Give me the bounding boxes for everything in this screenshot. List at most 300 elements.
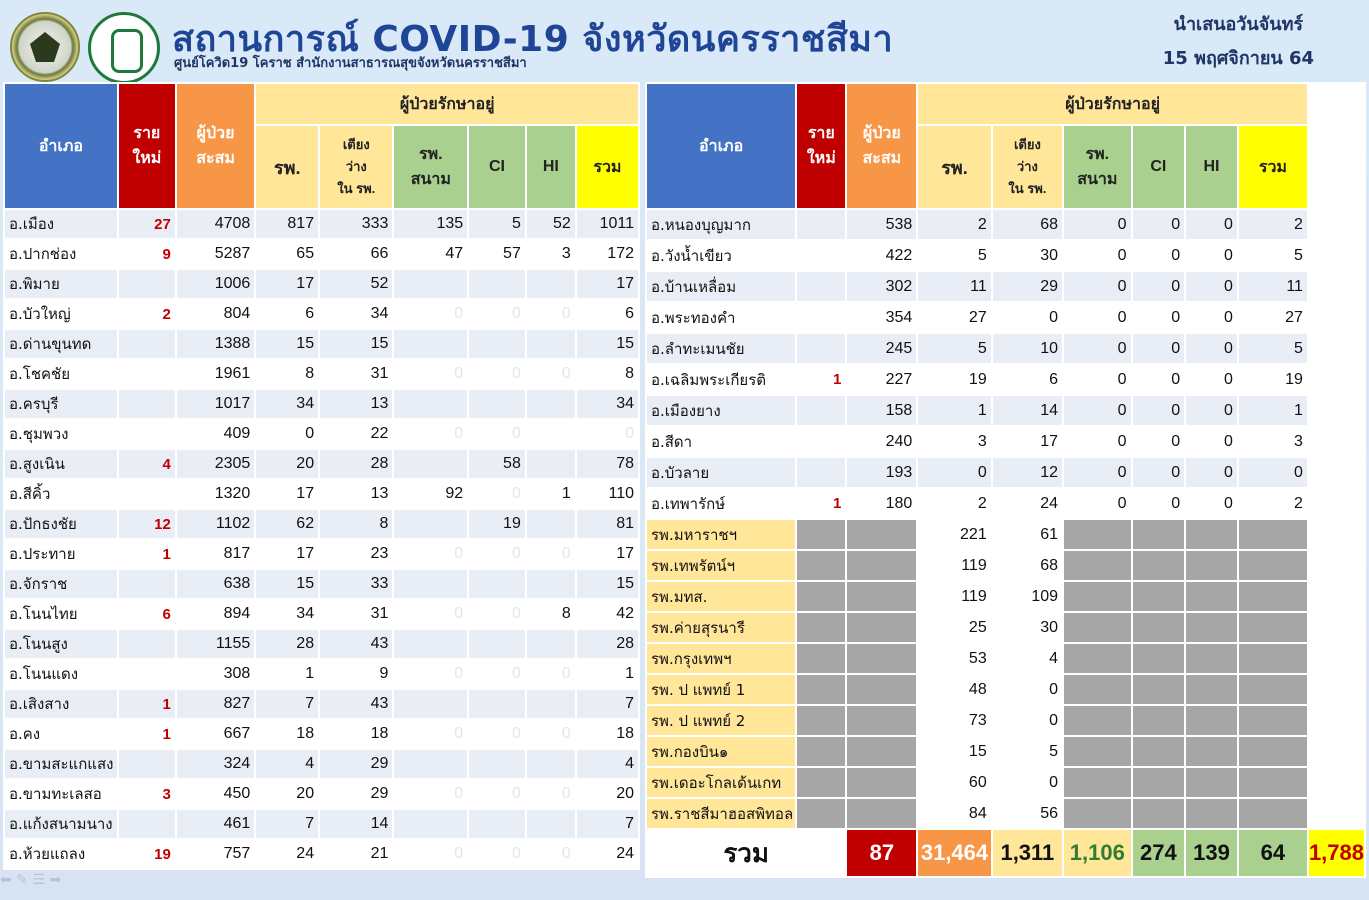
table-row	[5, 420, 638, 448]
ci-count: 0	[469, 600, 525, 628]
field-count	[394, 330, 467, 358]
col-hi: HI	[527, 126, 575, 208]
total-count: 172	[577, 240, 638, 268]
district-name: อ.ครบุรี	[5, 390, 117, 418]
new-cases: 6	[119, 600, 175, 628]
hospital-count: 18	[256, 720, 318, 748]
report-date-line1: นำเสนอวันจันทร์	[1173, 14, 1304, 35]
total-count: 110	[577, 480, 638, 508]
gray-cell	[797, 799, 845, 828]
page-title: สถานการณ์ COVID-19 จังหวัดนครราชสีมา	[172, 19, 894, 60]
hospital-name: รพ. ป แพทย์ 1	[647, 675, 795, 704]
report-date-line2: 15 พฤศจิกายน 64	[1162, 48, 1314, 69]
gray-cell	[1133, 644, 1185, 673]
col-cum-l2: สะสม	[196, 150, 235, 167]
table-row	[5, 570, 638, 598]
gray-cell	[1133, 799, 1185, 828]
cumulative-cases: 5287	[177, 240, 255, 268]
new-cases: 12	[119, 510, 175, 538]
table-row	[5, 810, 638, 838]
ci-count	[469, 330, 525, 358]
hospital-count: 60	[918, 768, 990, 797]
col-group-treating-r: ผู้ป่วยรักษาอยู่	[918, 84, 1307, 124]
hi-count: 0	[1186, 427, 1237, 456]
field-count: 0	[1064, 458, 1131, 487]
cumulative-cases: 804	[177, 300, 255, 328]
field-count: 135	[394, 210, 467, 238]
table-row	[647, 241, 1364, 270]
hi-count: 1	[527, 480, 575, 508]
table-row	[647, 365, 1364, 394]
hospital-count: 17	[256, 480, 318, 508]
cumulative-cases: 245	[847, 334, 916, 363]
free-beds: 13	[320, 480, 392, 508]
field-count: 0	[394, 420, 467, 448]
ci-count	[469, 270, 525, 298]
total-count: 8	[577, 360, 638, 388]
district-name: อ.เมืองยาง	[647, 396, 795, 425]
ci-count	[469, 630, 525, 658]
col-hi-r: HI	[1186, 126, 1237, 208]
hospital-count: 27	[918, 303, 990, 332]
free-beds: 10	[993, 334, 1062, 363]
hi-count	[527, 330, 575, 358]
hi-count: 0	[1186, 303, 1237, 332]
free-beds: 43	[320, 690, 392, 718]
table-row	[647, 334, 1364, 363]
gray-cell	[847, 799, 916, 828]
gray-cell	[847, 675, 916, 704]
ci-count: 0	[469, 540, 525, 568]
cumulative-cases: 180	[847, 489, 916, 518]
gray-cell	[1239, 613, 1307, 642]
total-count: 78	[577, 450, 638, 478]
hi-count: 0	[1186, 396, 1237, 425]
ci-count: 0	[469, 780, 525, 808]
free-beds: 68	[993, 210, 1062, 239]
col-bed-l1: เตียง	[342, 137, 370, 152]
gray-cell	[847, 520, 916, 549]
district-name: อ.เทพารักษ์	[647, 489, 795, 518]
hospital-count: 15	[918, 737, 990, 766]
gray-cell	[1064, 675, 1131, 704]
ci-count: 0	[1133, 334, 1185, 363]
cumulative-cases: 817	[177, 540, 255, 568]
field-count: 0	[1064, 365, 1131, 394]
field-count: 0	[1064, 272, 1131, 301]
total-count: 4	[577, 750, 638, 778]
gray-cell	[1239, 799, 1307, 828]
new-cases	[119, 750, 175, 778]
col-field-r-l1: รพ.	[1085, 146, 1110, 163]
district-name: อ.สีดา	[647, 427, 795, 456]
totals-ci: 139	[1186, 830, 1237, 876]
district-name: อ.เสิงสาง	[5, 690, 117, 718]
field-count	[394, 750, 467, 778]
col-field-r-l2: สนาม	[1077, 171, 1118, 188]
hi-count: 0	[527, 660, 575, 688]
ci-count	[469, 390, 525, 418]
field-count	[394, 570, 467, 598]
free-beds: 30	[993, 613, 1062, 642]
hospital-count: 4	[256, 750, 318, 778]
gray-cell	[1064, 551, 1131, 580]
cumulative-cases: 158	[847, 396, 916, 425]
district-name: อ.สีคิ้ว	[5, 480, 117, 508]
ci-count: 0	[1133, 241, 1185, 270]
new-cases: 4	[119, 450, 175, 478]
new-cases: 3	[119, 780, 175, 808]
table-row	[5, 300, 638, 328]
table-row	[5, 360, 638, 388]
ci-count: 58	[469, 450, 525, 478]
field-count: 0	[394, 720, 467, 748]
totals-new: 87	[847, 830, 916, 876]
table-row	[647, 489, 1364, 518]
total-count: 0	[1239, 458, 1307, 487]
free-beds: 0	[993, 706, 1062, 735]
hospital-count: 73	[918, 706, 990, 735]
field-count: 0	[394, 540, 467, 568]
new-cases	[119, 420, 175, 448]
gray-cell	[1239, 675, 1307, 704]
district-name: อ.หนองบุญมาก	[647, 210, 795, 239]
field-count	[394, 810, 467, 838]
col-field-hospital	[394, 126, 467, 208]
district-name: อ.ปากช่อง	[5, 240, 117, 268]
hi-count: 52	[527, 210, 575, 238]
ci-count: 0	[469, 660, 525, 688]
free-beds: 21	[320, 840, 392, 868]
hospital-count: 62	[256, 510, 318, 538]
free-beds: 4	[993, 644, 1062, 673]
district-name: อ.บ้านเหลื่อม	[647, 272, 795, 301]
ci-count: 0	[469, 360, 525, 388]
new-cases	[119, 330, 175, 358]
new-cases	[797, 334, 845, 363]
table-row	[5, 330, 638, 358]
free-beds: 56	[993, 799, 1062, 828]
free-beds: 28	[320, 450, 392, 478]
ci-count: 0	[1133, 458, 1185, 487]
gray-cell	[1064, 644, 1131, 673]
gray-cell	[1186, 768, 1237, 797]
hospital-count: 20	[256, 450, 318, 478]
hospital-count: 2	[918, 210, 990, 239]
table-row	[5, 660, 638, 688]
table-row	[647, 272, 1364, 301]
district-name: อ.โชคชัย	[5, 360, 117, 388]
field-count: 0	[1064, 396, 1131, 425]
field-count: 0	[394, 360, 467, 388]
hospital-name: รพ.ราชสีมาฮอสพิทอล	[647, 799, 795, 828]
cumulative-cases: 538	[847, 210, 916, 239]
field-count: 0	[394, 660, 467, 688]
gray-cell	[797, 551, 845, 580]
hospital-count: 15	[256, 570, 318, 598]
totals-total: 1,788	[1309, 830, 1364, 876]
left-district-table	[3, 82, 640, 870]
col-bed-l3: ใน รพ.	[337, 181, 376, 196]
table-row	[5, 480, 638, 508]
field-count: 0	[394, 300, 467, 328]
free-beds: 15	[320, 330, 392, 358]
ci-count: 0	[1133, 210, 1185, 239]
gray-cell	[1239, 737, 1307, 766]
cumulative-cases: 308	[177, 660, 255, 688]
ci-count: 0	[469, 480, 525, 508]
ci-count: 57	[469, 240, 525, 268]
district-name: อ.คง	[5, 720, 117, 748]
field-count: 0	[1064, 489, 1131, 518]
total-count: 34	[577, 390, 638, 418]
hospital-row	[647, 706, 1364, 735]
new-cases	[119, 390, 175, 418]
gray-cell	[1239, 768, 1307, 797]
hospital-count: 34	[256, 390, 318, 418]
field-count	[394, 390, 467, 418]
gray-cell	[797, 675, 845, 704]
hospital-count: 5	[918, 334, 990, 363]
col-bed-r-l2: ว่าง	[1016, 159, 1038, 174]
district-name: อ.เมือง	[5, 210, 117, 238]
hi-count: 0	[1186, 458, 1237, 487]
total-count: 5	[1239, 241, 1307, 270]
table-row	[5, 630, 638, 658]
cumulative-cases: 1320	[177, 480, 255, 508]
district-name: อ.เฉลิมพระเกียรติ	[647, 365, 795, 394]
hospital-count: 119	[918, 582, 990, 611]
total-count: 2	[1239, 489, 1307, 518]
hospital-count: 7	[256, 690, 318, 718]
gray-cell	[1133, 737, 1185, 766]
ci-count: 5	[469, 210, 525, 238]
hospital-count: 53	[918, 644, 990, 673]
district-name: อ.บัวใหญ่	[5, 300, 117, 328]
free-beds: 17	[993, 427, 1062, 456]
new-cases	[797, 427, 845, 456]
hospital-count: 15	[256, 330, 318, 358]
gray-cell	[1186, 520, 1237, 549]
col-field-hospital-r	[1064, 126, 1131, 208]
table-row	[5, 750, 638, 778]
district-name: อ.ห้วยแถลง	[5, 840, 117, 868]
gray-cell	[847, 768, 916, 797]
hospital-count: 84	[918, 799, 990, 828]
table-row	[5, 510, 638, 538]
total-count: 5	[1239, 334, 1307, 363]
hi-count	[527, 390, 575, 418]
gray-cell	[797, 613, 845, 642]
cumulative-cases: 1006	[177, 270, 255, 298]
new-cases: 19	[119, 840, 175, 868]
col-new-l1: ราย	[133, 125, 161, 142]
cumulative-cases: 409	[177, 420, 255, 448]
col-cum-r-l1: ผู้ป่วย	[862, 125, 901, 142]
new-cases: 1	[797, 365, 845, 394]
total-count: 15	[577, 570, 638, 598]
new-cases	[797, 272, 845, 301]
free-beds: 29	[993, 272, 1062, 301]
ci-count: 0	[469, 720, 525, 748]
district-name: อ.บัวลาย	[647, 458, 795, 487]
gray-cell	[1239, 706, 1307, 735]
table-row	[5, 270, 638, 298]
field-count: 92	[394, 480, 467, 508]
hospital-row	[647, 613, 1364, 642]
col-district: อำเภอ	[5, 84, 117, 208]
totals-hospital: 1,311	[993, 830, 1062, 876]
table-row	[5, 690, 638, 718]
hospital-count: 119	[918, 551, 990, 580]
field-count: 0	[1064, 210, 1131, 239]
hospital-count: 1	[256, 660, 318, 688]
page-header	[0, 0, 1369, 80]
table-row	[5, 720, 638, 748]
free-beds: 5	[993, 737, 1062, 766]
free-beds: 0	[993, 675, 1062, 704]
col-cum-r-l2: สะสม	[862, 150, 902, 167]
gray-cell	[1186, 737, 1237, 766]
hospital-count: 17	[256, 270, 318, 298]
gray-cell	[847, 613, 916, 642]
cumulative-cases: 302	[847, 272, 916, 301]
col-hospital: รพ.	[256, 126, 318, 208]
hi-count	[527, 630, 575, 658]
hospital-count: 65	[256, 240, 318, 268]
hi-count	[527, 690, 575, 718]
hi-count	[527, 270, 575, 298]
gray-cell	[1064, 768, 1131, 797]
gray-cell	[797, 737, 845, 766]
district-name: อ.แก้งสนามนาง	[5, 810, 117, 838]
free-beds: 9	[320, 660, 392, 688]
total-count: 7	[577, 690, 638, 718]
field-count: 0	[1064, 303, 1131, 332]
gray-cell	[797, 582, 845, 611]
gray-cell	[1186, 551, 1237, 580]
field-count: 0	[394, 840, 467, 868]
hospital-count: 3	[918, 427, 990, 456]
district-name: อ.พระทองคำ	[647, 303, 795, 332]
new-cases: 1	[119, 720, 175, 748]
hi-count: 0	[1186, 334, 1237, 363]
total-count: 42	[577, 600, 638, 628]
hospital-count: 17	[256, 540, 318, 568]
district-name: อ.ด่านขุนทด	[5, 330, 117, 358]
hospital-name: รพ.มทส.	[647, 582, 795, 611]
col-total-r: รวม	[1239, 126, 1307, 208]
district-name: อ.ลำทะเมนชัย	[647, 334, 795, 363]
hi-count	[527, 420, 575, 448]
gray-cell	[1186, 706, 1237, 735]
gray-cell	[1239, 551, 1307, 580]
new-cases: 9	[119, 240, 175, 268]
free-beds: 14	[993, 396, 1062, 425]
hi-count: 0	[1186, 210, 1237, 239]
ci-count: 0	[1133, 396, 1185, 425]
slide-nav-controls[interactable]: ⬅ ✎ ☰ ➡	[0, 872, 62, 888]
cumulative-cases: 422	[847, 241, 916, 270]
totals-field: 274	[1133, 830, 1185, 876]
district-name: อ.จักราช	[5, 570, 117, 598]
hi-count: 0	[1186, 241, 1237, 270]
page-subtitle: ศูนย์โควิด19 โคราช สำนักงานสาธารณสุขจังหวัดนครราชสีมา	[174, 56, 527, 71]
free-beds: 8	[320, 510, 392, 538]
hospital-count: 6	[256, 300, 318, 328]
total-count: 3	[1239, 427, 1307, 456]
col-new-l2: ใหม่	[132, 150, 162, 167]
hospital-name: รพ.กองบิน๑	[647, 737, 795, 766]
col-ci-r: CI	[1133, 126, 1185, 208]
total-count: 81	[577, 510, 638, 538]
gray-cell	[797, 706, 845, 735]
table-row	[5, 390, 638, 418]
gray-cell	[1064, 737, 1131, 766]
ci-count	[469, 690, 525, 718]
ci-count: 0	[1133, 427, 1185, 456]
gray-cell	[1133, 551, 1185, 580]
hospital-row	[647, 737, 1364, 766]
hi-count: 0	[527, 300, 575, 328]
free-beds: 0	[993, 303, 1062, 332]
new-cases	[797, 303, 845, 332]
total-count: 1011	[577, 210, 638, 238]
free-beds: 29	[320, 780, 392, 808]
field-count: 0	[394, 780, 467, 808]
ci-count: 0	[1133, 272, 1185, 301]
free-beds: 43	[320, 630, 392, 658]
gray-cell	[847, 706, 916, 735]
ci-count	[469, 810, 525, 838]
field-count	[394, 510, 467, 538]
new-cases: 2	[119, 300, 175, 328]
district-name: อ.โนนไทย	[5, 600, 117, 628]
gray-cell	[797, 768, 845, 797]
total-count: 15	[577, 330, 638, 358]
hospital-count: 48	[918, 675, 990, 704]
total-count: 11	[1239, 272, 1307, 301]
total-count: 0	[577, 420, 638, 448]
table-row	[647, 303, 1364, 332]
hospital-row	[647, 582, 1364, 611]
gray-cell	[1064, 799, 1131, 828]
new-cases: 1	[119, 540, 175, 568]
hospital-count: 19	[918, 365, 990, 394]
gray-cell	[1133, 520, 1185, 549]
hospital-count: 817	[256, 210, 318, 238]
district-name: อ.พิมาย	[5, 270, 117, 298]
ci-count: 0	[469, 420, 525, 448]
ci-count	[469, 570, 525, 598]
cumulative-cases: 227	[847, 365, 916, 394]
hospital-row	[647, 644, 1364, 673]
free-beds: 333	[320, 210, 392, 238]
hospital-count: 8	[256, 360, 318, 388]
cumulative-cases: 4708	[177, 210, 255, 238]
cumulative-cases: 1102	[177, 510, 255, 538]
free-beds: 61	[993, 520, 1062, 549]
hospital-count: 1	[918, 396, 990, 425]
gray-cell	[1186, 799, 1237, 828]
col-field-l2: สนาม	[410, 171, 451, 188]
ci-count: 0	[469, 300, 525, 328]
table-row	[5, 600, 638, 628]
hospital-count: 221	[918, 520, 990, 549]
hospital-row	[647, 675, 1364, 704]
district-name: อ.ประทาย	[5, 540, 117, 568]
col-bed-r-l3: ใน รพ.	[1008, 181, 1047, 196]
